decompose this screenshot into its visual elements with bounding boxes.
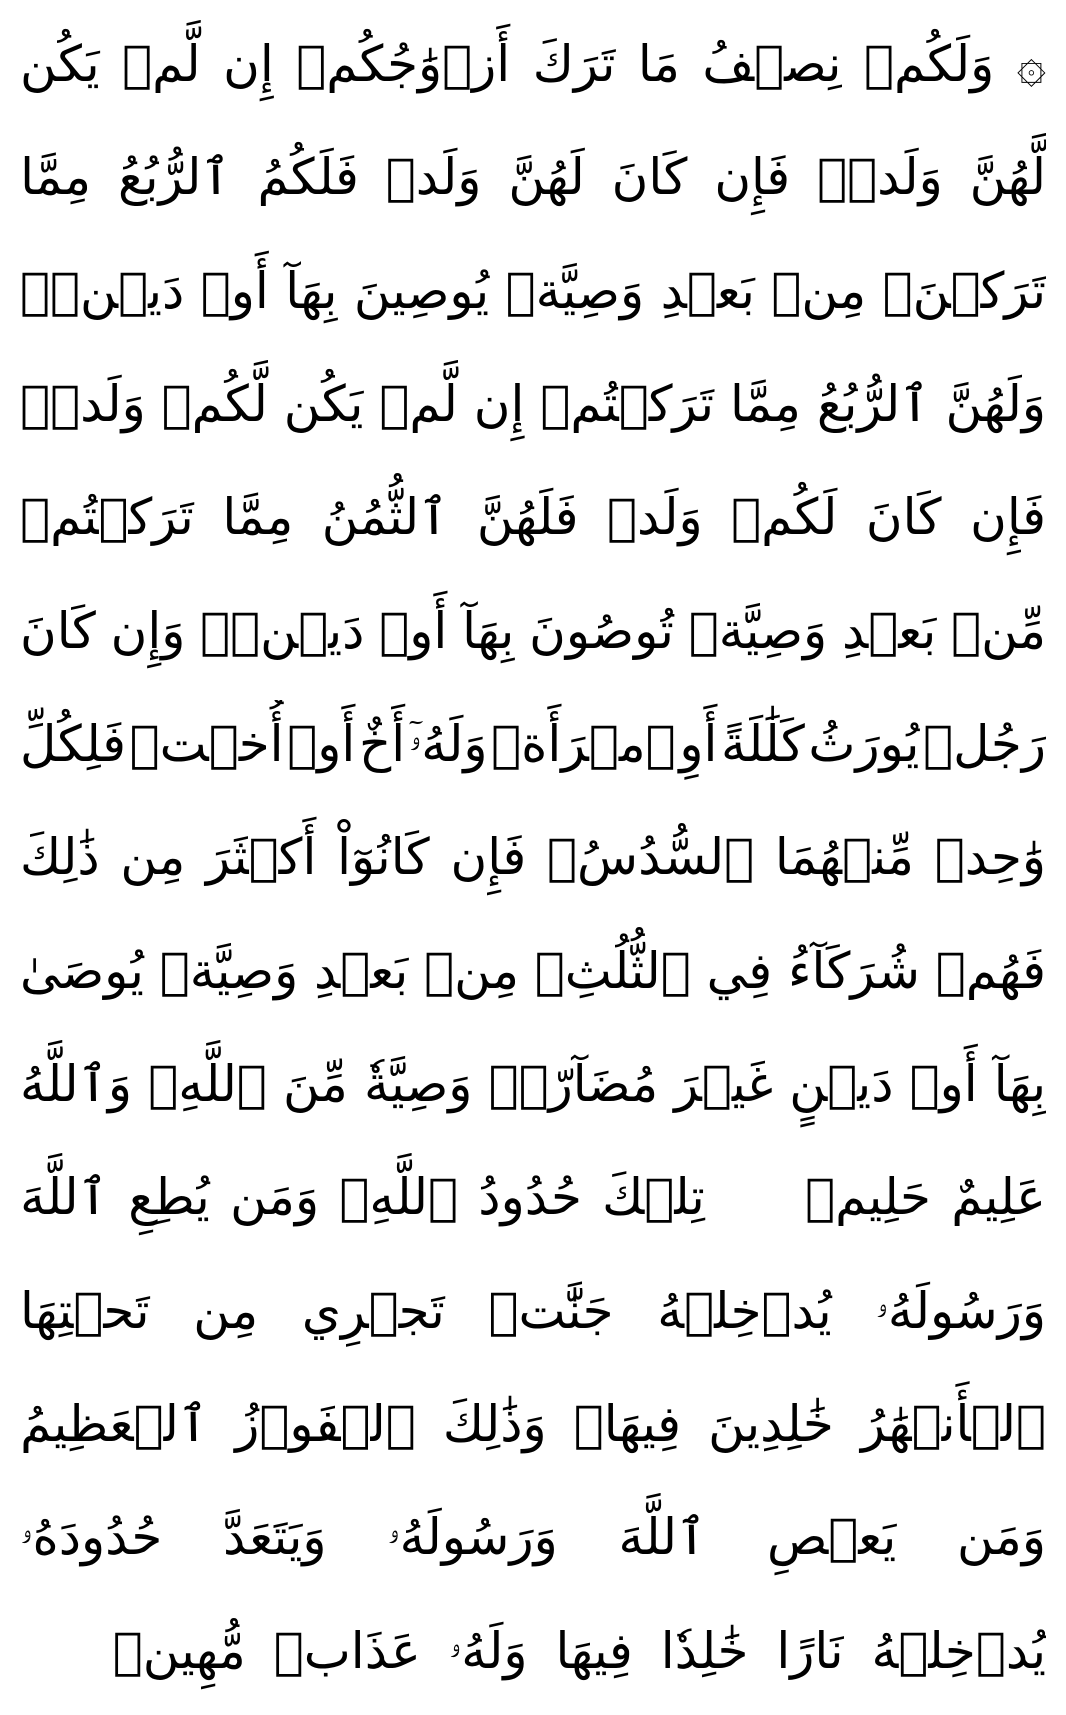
quran-word: رَجُلٞ	[923, 715, 1046, 774]
text-line	[20, 473, 1046, 561]
quran-word: وَلَدٞ	[607, 488, 703, 547]
quran-word: مِن	[193, 1281, 259, 1340]
quran-word: نِصۡفُ	[702, 35, 842, 93]
quran-word: وَلَكُمۡ	[863, 35, 995, 93]
quran-word: مِّنَ	[282, 1055, 348, 1114]
quran-word: بِهَآ	[285, 261, 338, 320]
text-line	[20, 20, 1046, 108]
quran-word: تَحۡتِهَا	[20, 1281, 150, 1340]
quran-word: ٱلۡفَوۡزُ	[235, 1395, 416, 1454]
quran-word: تَرَكَ	[532, 35, 616, 93]
quran-word: لَّهُنَّ	[969, 148, 1046, 207]
quran-word: فَلِكُلِّ	[20, 715, 126, 774]
quran-word: يُطِعِ	[128, 1168, 210, 1227]
quran-word: أَوۡ	[379, 601, 448, 660]
quran-word: تَرَكۡنَۚ	[882, 261, 1046, 320]
quran-word: يَعۡصِ	[767, 1508, 897, 1567]
text-line	[20, 587, 1046, 675]
quran-word: مِمَّا	[730, 375, 801, 434]
text-line	[20, 1153, 1046, 1241]
quran-word: يُورَثُ	[808, 715, 920, 774]
quran-word: يُوصِينَ	[353, 261, 490, 320]
quran-word: وَذَٰلِكَ	[442, 1395, 547, 1454]
quran-word: وَرَسُولَهُۥ	[387, 1508, 558, 1567]
quran-word: وَلَهُۥٓ	[408, 715, 488, 774]
quran-word: تَجۡرِي	[301, 1281, 445, 1340]
quran-word: تُوصُونَ	[529, 601, 674, 660]
quran-word: بَعۡدِ	[314, 941, 409, 1000]
quran-word: ٱلثُّلُثِۚ	[534, 941, 691, 1000]
quran-word: دَيۡنٍ	[789, 1055, 894, 1114]
quran-word: ٱلۡأَنۡهَٰرُ	[860, 1395, 1046, 1454]
quran-word: إِن	[473, 375, 525, 434]
quran-word: مِمَّا	[20, 148, 92, 207]
quran-word: يُدۡخِلۡهُ	[871, 1621, 1046, 1680]
quran-word: كَلَٰلَةً	[721, 715, 805, 774]
quran-word: وَصِيَّةٗ	[363, 1055, 473, 1114]
quran-word: مِن	[120, 828, 186, 887]
text-line	[20, 247, 1046, 335]
quran-word: أَزۡوَٰجُكُمۡ	[296, 35, 511, 93]
quran-word: بَعۡدِ	[660, 261, 755, 320]
quran-word: يَكُن	[20, 35, 100, 93]
quran-word: بَعۡدِ	[842, 601, 937, 660]
quran-word: لَهُنَّ	[508, 148, 585, 207]
quran-word: ٱللَّهِۗ	[148, 1055, 267, 1114]
quran-word: لَكُمۡ	[731, 488, 838, 547]
quran-word: فَإِن	[450, 828, 527, 887]
quran-text-block	[20, 20, 1046, 1695]
quran-word: لَّمۡ	[122, 35, 201, 93]
quran-word: وَلَدٞۚ	[20, 375, 146, 434]
quran-word: دَيۡنٖۗ	[200, 601, 365, 660]
quran-word: ٱلرُّبُعُ	[816, 375, 930, 434]
quran-word: وَيَتَعَدَّ	[222, 1508, 327, 1567]
quran-word: وَلَدٞ	[385, 148, 482, 207]
quran-word: وَصِيَّةٖ	[159, 941, 299, 1000]
quran-word: مِّنۡهُمَا	[774, 828, 914, 887]
quran-word: وَصِيَّةٖ	[505, 261, 645, 320]
quran-word: كَانُوٓاْ	[337, 828, 430, 887]
quran-word: وَصِيَّةٖ	[688, 601, 828, 660]
quran-word: ٱلسُّدُسُۚ	[547, 828, 755, 887]
text-line	[20, 1607, 1046, 1695]
quran-word: مُضَآرّٖۚ	[488, 1055, 659, 1114]
quran-word: أَوۡ	[287, 715, 356, 774]
quran-word: خَٰلِدِينَ	[708, 1395, 834, 1454]
quran-word: جَنَّٰتٖ	[488, 1281, 614, 1340]
text-line	[20, 1267, 1046, 1355]
quran-word: ٱمۡرَأَةٞ	[491, 715, 676, 774]
text-line	[20, 1380, 1046, 1468]
quran-word: ٱللَّهَ	[618, 1508, 707, 1567]
quran-word: شُرَكَآءُ	[787, 941, 920, 1000]
quran-word: مِمَّا	[222, 488, 294, 547]
quran-word: ٱلرُّبُعُ	[117, 148, 231, 207]
quran-word: ٱللَّهَ	[20, 1168, 108, 1227]
quran-word: حُدُودُ	[478, 1168, 582, 1227]
quran-word: مِنۢ	[771, 261, 867, 320]
quran-word: عَلِيمٌ	[951, 1168, 1046, 1227]
quran-word: خَٰلِدٗا	[660, 1621, 749, 1680]
quran-word: مُّهِينٞ	[112, 1621, 246, 1680]
quran-word: أَخٌ	[358, 715, 406, 774]
quran-word: وَرَسُولَهُۥ	[875, 1281, 1046, 1340]
quran-word: فِيهَاۚ	[573, 1395, 682, 1454]
quran-word: فَإِن	[714, 148, 791, 207]
quran-word: لَّمۡ	[379, 375, 458, 434]
quran-word: كَانَ	[865, 488, 942, 547]
quran-word: فَإِن	[970, 488, 1046, 547]
quran-word: نَارًا	[776, 1621, 844, 1680]
quran-word: ۞	[1016, 35, 1046, 93]
quran-word: ٱلۡعَظِيمُ	[20, 1395, 209, 1454]
quran-word: مَا	[637, 35, 680, 93]
text-line	[20, 927, 1046, 1015]
quran-word: يُدۡخِلۡهُ	[657, 1281, 832, 1340]
quran-word: أَوِ	[679, 715, 718, 774]
quran-word: وَلَهُنَّ	[945, 375, 1046, 434]
quran-word: كَانَ	[20, 601, 96, 660]
quran-word: فَهُمۡ	[935, 941, 1046, 1000]
text-line	[20, 360, 1046, 448]
quran-word: مِّنۢ	[951, 601, 1046, 660]
quran-word: وَٱللَّهُ	[20, 1055, 133, 1114]
quran-word: وَإِن	[110, 601, 186, 660]
quran-word: يُوصَىٰ	[20, 941, 144, 1000]
quran-word: تِلۡكَ	[602, 1168, 705, 1227]
quran-word: وَمَن	[230, 1168, 320, 1227]
quran-word: غَيۡرَ	[674, 1055, 774, 1114]
quran-word: حُدُودَهُۥ	[20, 1508, 163, 1567]
quran-word: وَمَن	[957, 1508, 1046, 1567]
text-line	[20, 133, 1046, 221]
quran-word: وَلَدٞۚ	[817, 148, 943, 207]
quran-word: تَرَكۡتُمۚ	[20, 488, 194, 547]
quran-word: لَّكُمۡ	[161, 375, 268, 434]
quran-word: ذَٰلِكَ	[20, 828, 100, 887]
quran-word: تَرَكۡتُمۡ	[540, 375, 715, 434]
quran-word: وَٰحِدٖ	[934, 828, 1046, 887]
quran-word: حَلِيمٞ	[805, 1168, 931, 1227]
quran-word: فِيهَا	[555, 1621, 633, 1680]
quran-word: كَانَ	[611, 148, 688, 207]
text-line	[20, 700, 1046, 788]
quran-word: أَكۡثَرَ	[205, 828, 317, 887]
quran-word: فَلَهُنَّ	[476, 488, 579, 547]
text-line	[20, 1493, 1046, 1581]
text-line	[20, 813, 1046, 901]
quran-word: وَلَهُۥ	[448, 1621, 528, 1680]
quran-word: فِي	[706, 941, 773, 1000]
quran-word: ٱلثُّمُنُ	[321, 488, 449, 547]
quran-word: فَلَكُمُ	[257, 148, 359, 207]
quran-word: أُخۡتٞ	[129, 715, 284, 774]
quran-word: ٱللَّهِۚ	[339, 1168, 458, 1227]
quran-word: عَذَابٞ	[273, 1621, 421, 1680]
quran-word: بِهَآ	[993, 1055, 1046, 1114]
quran-word: بِهَآ	[462, 601, 515, 660]
quran-word: مِنۢ	[424, 941, 519, 1000]
quran-word: أَوۡ	[200, 261, 269, 320]
quran-word: إِن	[223, 35, 274, 93]
quran-word: دَيۡنٖۚ	[20, 261, 185, 320]
text-line	[20, 1040, 1046, 1128]
quran-word: أَوۡ	[909, 1055, 978, 1114]
quran-word: يَكُن	[283, 375, 364, 434]
